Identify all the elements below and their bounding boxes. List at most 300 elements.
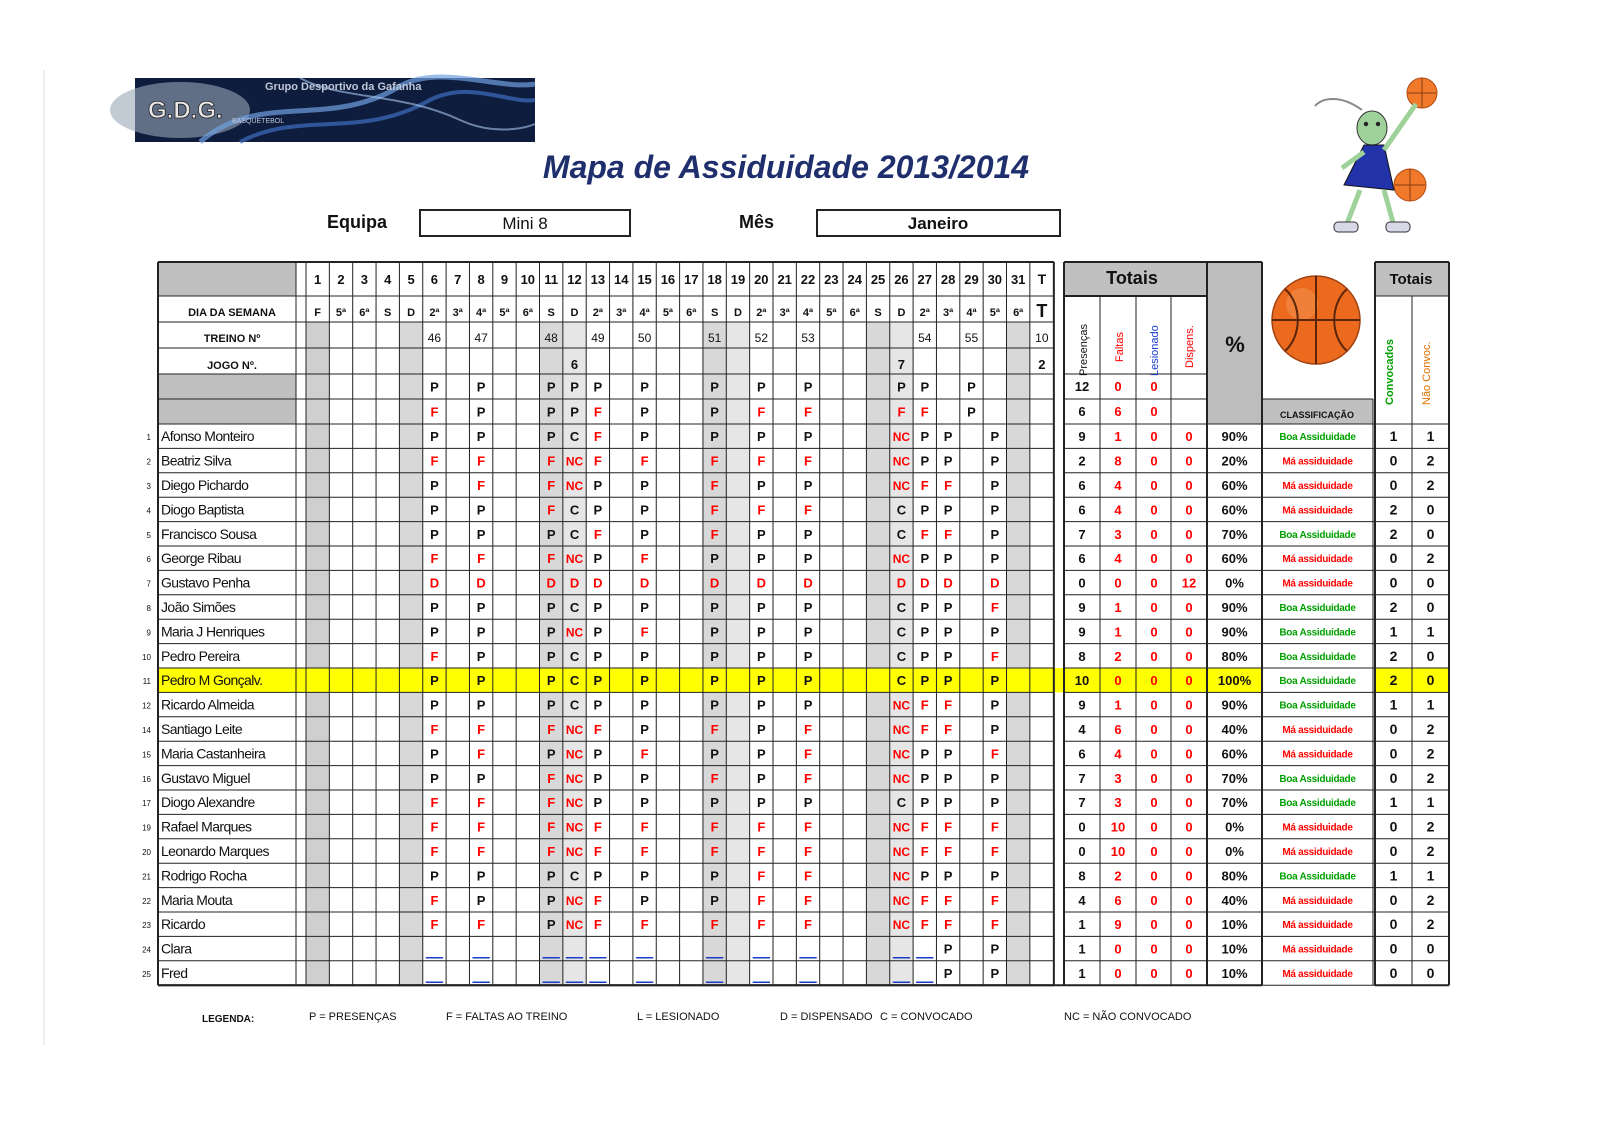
player-name: Gustavo Miguel (161, 769, 250, 786)
weekday-label: 4ª (802, 307, 814, 319)
mark-p: P (593, 551, 603, 567)
mark-c: C (569, 526, 580, 542)
mark-p: P (897, 379, 906, 395)
mark-p: P (803, 648, 813, 664)
lesionado-value: 0 (1150, 722, 1158, 737)
mark-p: P (990, 526, 1000, 542)
faltas-value: 8 (1114, 453, 1122, 469)
mark-p: P (546, 624, 556, 640)
day-number-14: 14 (613, 272, 629, 287)
mark-f: F (547, 770, 556, 786)
dispens-value: 0 (1185, 648, 1193, 664)
percent-value: 10% (1221, 917, 1248, 933)
percent-value: 60% (1221, 478, 1248, 493)
presencas-value: 6 (1078, 746, 1086, 762)
convocados-header: Convocados (1384, 338, 1396, 405)
nao-convoc-value: 2 (1426, 745, 1435, 762)
weekday-label: 5ª (826, 307, 837, 319)
day-number-11: 11 (544, 272, 559, 287)
classification-value: Má assiduidade (1282, 969, 1353, 980)
faltas-value: 3 (1114, 526, 1122, 542)
mark-p: P (640, 673, 649, 689)
mark-p: P (920, 502, 930, 518)
mark-p: P (546, 673, 556, 689)
mark-p: P (803, 429, 813, 445)
mark-f: F (593, 819, 602, 835)
mark-d: D (709, 575, 720, 591)
mark-c: C (569, 648, 580, 664)
mark-p: P (476, 404, 486, 420)
mark-f: F (804, 892, 813, 908)
mark-p: P (990, 941, 1000, 957)
player-name: Maria Mouta (161, 891, 233, 908)
player-number: 11 (142, 677, 151, 687)
percent-value: 70% (1221, 770, 1248, 786)
mark-f: F (920, 844, 929, 859)
mark-p: P (710, 746, 719, 762)
faltas-value: 1 (1114, 429, 1122, 445)
mark-f: F (804, 819, 813, 835)
classification-value: Má assiduidade (1282, 481, 1353, 492)
mark-p: P (990, 502, 1000, 518)
mark-nc: NC (565, 893, 584, 908)
mark-p: P (943, 673, 953, 689)
team-label: Equipa (327, 212, 388, 232)
mark-d: D (990, 575, 1000, 591)
classification-value: Má assiduidade (1282, 822, 1353, 834)
mark-f: F (920, 819, 929, 835)
mark-p: P (546, 404, 556, 420)
day-number-2: 2 (337, 272, 345, 287)
percent-value: 90% (1221, 429, 1248, 445)
nao-convoc-value: 2 (1426, 843, 1435, 859)
mark-p: P (476, 429, 486, 445)
game-header: JOGO Nº. (207, 360, 257, 372)
mark-p: P (990, 429, 1000, 445)
convocados-value: 0 (1389, 574, 1398, 591)
weekday-header: DIA DA SEMANA (188, 307, 276, 319)
mark-nc: NC (565, 747, 584, 762)
classification-value: Má assiduidade (1282, 456, 1353, 468)
player-name: Maria Castanheira (161, 745, 266, 762)
mark-p: P (593, 868, 603, 884)
training-total: 10 (1035, 331, 1049, 345)
weekday-label: 5ª (662, 307, 674, 319)
mark-p: P (640, 429, 649, 445)
training-number: 54 (918, 331, 932, 345)
player-name: Gustavo Penha (161, 574, 250, 591)
day-number-24: 24 (847, 272, 862, 287)
mark-p: P (756, 795, 766, 811)
mark-f: F (547, 478, 556, 493)
mark-p: P (756, 526, 766, 542)
faltas-value: 1 (1114, 600, 1122, 615)
mark-p: P (476, 770, 486, 786)
mark-f: F (757, 892, 766, 908)
assistant-total: 6 (1114, 404, 1122, 419)
convocados-value: 0 (1389, 721, 1398, 737)
mark-p: P (570, 379, 579, 395)
lesionado-value: 0 (1150, 966, 1158, 981)
mark-d: D (546, 575, 556, 591)
player-name: Beatriz Silva (161, 452, 232, 469)
mark-f: F (710, 453, 719, 469)
mark-p: P (756, 697, 766, 713)
legend-convocado: C = CONVOCADO (880, 1011, 973, 1023)
mark-d: D (920, 575, 930, 591)
presencas-value: 9 (1078, 697, 1086, 713)
mark-c: C (569, 673, 580, 689)
dispens-value: 0 (1185, 917, 1193, 933)
mark-p: P (943, 624, 953, 640)
mark-d: D (569, 575, 580, 591)
mark-f: F (757, 917, 766, 933)
day-number-31: 31 (1010, 272, 1026, 287)
mark-p: P (943, 941, 953, 957)
mark-p: P (803, 795, 813, 811)
classification-value: Boa Assiduidade (1279, 651, 1356, 663)
weekday-label: D (897, 307, 906, 319)
logo-subtitle: Grupo Desportivo da Gafanha (265, 81, 422, 93)
mark-p: P (710, 379, 719, 395)
training-number: 48 (544, 331, 558, 345)
mark-p: P (990, 966, 1000, 981)
classification-value: Má assiduidade (1282, 578, 1353, 590)
mark-f: F (757, 502, 766, 518)
faltas-value: 4 (1114, 478, 1122, 493)
mark-nc: NC (892, 771, 911, 786)
mark-p: P (710, 624, 719, 640)
mark-f: F (804, 868, 813, 884)
mark-c: C (569, 502, 580, 518)
mark-p: P (640, 600, 649, 615)
mark-c: C (569, 697, 580, 713)
presencas-value: 7 (1078, 795, 1086, 811)
mark-p: P (920, 746, 930, 762)
convocados-value: 1 (1389, 867, 1398, 884)
mark-f: F (593, 722, 602, 737)
dispens-value: 0 (1185, 600, 1193, 615)
percent-value: 60% (1221, 502, 1248, 518)
weekday-label: S (710, 307, 719, 319)
classification-value: Má assiduidade (1282, 944, 1353, 956)
faltas-value: 6 (1114, 722, 1122, 737)
mark-p: P (430, 502, 439, 518)
player-number: 25 (142, 970, 151, 979)
mark-p: P (710, 673, 719, 689)
mark-f: F (547, 844, 556, 859)
convocados-value: 1 (1389, 623, 1398, 640)
mark-p: P (640, 379, 649, 395)
player-number: 12 (142, 701, 151, 711)
player-name: Diogo Alexandre (161, 794, 255, 811)
presencas-value: 10 (1074, 673, 1090, 689)
dispens-value: 0 (1185, 746, 1193, 762)
mark-f: F (593, 892, 602, 908)
weekday-label: 3ª (616, 307, 627, 319)
mark-p: P (967, 379, 976, 395)
mark-p: P (920, 673, 930, 689)
mark-p: P (546, 746, 556, 762)
lesionado-value: 0 (1150, 868, 1158, 884)
mark-c: C (896, 648, 907, 664)
mark-nc: NC (892, 820, 911, 835)
classification-value: Má assiduidade (1282, 895, 1353, 907)
percent-value: 90% (1221, 600, 1248, 615)
mark-d: D (476, 575, 486, 591)
mark-f: F (640, 917, 649, 933)
presencas-value: 6 (1078, 502, 1086, 518)
mark-d: D (429, 575, 440, 591)
faltas-value: 0 (1114, 966, 1122, 981)
mark-p: P (756, 722, 766, 737)
mark-p: P (710, 429, 719, 445)
faltas-value: 10 (1110, 844, 1126, 859)
shaded-column (726, 322, 749, 985)
mark-nc: NC (892, 479, 911, 493)
classification-header: CLASSIFICAÇÃO (1280, 410, 1354, 420)
mark-nc: NC (565, 771, 584, 786)
nao-convoc-value: 2 (1426, 891, 1435, 908)
mark-d: D (639, 575, 650, 591)
dispens-value: 0 (1185, 478, 1193, 493)
mark-p: P (943, 429, 953, 445)
mark-p: P (967, 404, 976, 420)
mark-nc: NC (565, 820, 584, 835)
assistant-total: 0 (1150, 404, 1158, 419)
mark-p: P (990, 478, 1000, 493)
lesionado-value: 0 (1150, 770, 1158, 786)
mark-f: F (757, 819, 766, 835)
totals-header-2: Totais (1389, 271, 1433, 288)
player-number: 17 (142, 799, 151, 809)
shaded-column (306, 322, 329, 985)
mark-p: P (920, 453, 930, 469)
mark-f: F (944, 526, 953, 542)
player-number: 5 (146, 530, 151, 540)
player-number: 16 (142, 774, 151, 784)
mark-f: F (804, 844, 813, 859)
convocados-value: 1 (1389, 794, 1398, 811)
mark-nc: NC (892, 430, 911, 445)
mark-p: P (990, 868, 1000, 884)
player-name: Fred (161, 965, 188, 981)
mark-p: P (920, 429, 930, 445)
shaded-column (1007, 322, 1030, 985)
lesionado-value: 0 (1150, 746, 1158, 762)
header-cell-bg (158, 262, 296, 296)
day-number-25: 25 (870, 272, 886, 287)
mark-p: P (430, 600, 439, 615)
player-name: Ricardo Almeida (161, 696, 254, 713)
mark-f: F (804, 722, 813, 737)
game-total: 2 (1038, 357, 1046, 372)
team-value: Mini 8 (502, 214, 548, 233)
mark-p: P (920, 600, 930, 615)
classification-value: Má assiduidade (1282, 920, 1353, 932)
presencas-value: 2 (1078, 453, 1086, 469)
nao-convoc-value: 2 (1426, 916, 1435, 933)
percent-value: 80% (1221, 868, 1248, 884)
mark-nc: NC (565, 625, 584, 640)
mark-nc: NC (892, 869, 911, 884)
nao-convoc-value: 1 (1426, 696, 1435, 713)
presencas-value: 9 (1078, 624, 1086, 640)
mark-p: P (756, 624, 766, 640)
training-number: 52 (754, 331, 769, 345)
presencas-value: 1 (1078, 941, 1086, 957)
lesionado-value: 0 (1150, 429, 1158, 445)
mark-f: F (710, 770, 719, 786)
mark-p: P (593, 624, 603, 640)
nao-convoc-value: 2 (1426, 721, 1435, 737)
weekday-label: D (570, 307, 579, 319)
faltas-value: 2 (1114, 868, 1122, 884)
player-number: 8 (146, 604, 151, 613)
mark-p: P (476, 526, 486, 542)
mark-p: P (710, 795, 719, 811)
mark-p: P (943, 868, 953, 884)
mark-f: F (757, 404, 766, 420)
mark-f: F (920, 917, 929, 933)
mark-f: F (640, 624, 649, 640)
mark-f: F (640, 551, 649, 567)
mark-p: P (710, 600, 719, 615)
nao-convoc-value: 0 (1426, 501, 1435, 518)
player-name: Pedro M Gonçalv. (161, 672, 263, 689)
lesionado-value: 0 (1150, 844, 1158, 859)
mark-nc: NC (565, 454, 584, 469)
training-number: 49 (591, 331, 605, 345)
training-number: 53 (801, 331, 815, 345)
mark-c: C (896, 795, 907, 811)
mark-nc: NC (892, 552, 911, 567)
day-number-9: 9 (500, 272, 509, 287)
presencas-value: 0 (1078, 819, 1086, 835)
mark-nc: NC (892, 698, 911, 713)
day-number-8: 8 (477, 272, 485, 287)
mark-p: P (546, 600, 556, 615)
mark-p: P (430, 697, 439, 713)
coach-total: 0 (1150, 379, 1158, 394)
percent-value: 80% (1221, 648, 1248, 664)
percent-value: 70% (1221, 795, 1248, 811)
day-number-3: 3 (360, 272, 368, 287)
dispens-value: 0 (1185, 844, 1193, 859)
mark-f: F (430, 551, 439, 567)
mark-p: P (430, 526, 439, 542)
mark-p: P (546, 892, 556, 908)
mark-p: P (990, 770, 1000, 786)
totals-header: Totais (1106, 268, 1158, 288)
mark-f: F (477, 795, 486, 811)
classification-value: Má assiduidade (1282, 749, 1353, 761)
convocados-value: 2 (1389, 599, 1398, 615)
nao-convoc-value: 0 (1426, 647, 1435, 664)
mark-f: F (920, 404, 929, 420)
dispens-value: 0 (1185, 673, 1193, 689)
percent-value: 10% (1221, 941, 1248, 957)
mark-p: P (710, 868, 719, 884)
mark-p: P (756, 429, 766, 445)
mark-p: P (546, 648, 556, 664)
coach-total: 0 (1114, 379, 1122, 394)
faltas-value: 10 (1110, 819, 1126, 835)
mark-f: F (593, 404, 602, 420)
mark-f: F (547, 722, 556, 737)
total-col-label: T (1037, 271, 1047, 287)
player-number: 3 (146, 482, 151, 491)
player-number: 2 (146, 457, 151, 467)
mark-p: P (593, 502, 603, 518)
classification-value: Boa Assiduidade (1279, 627, 1356, 639)
lesionado-value: 0 (1150, 673, 1158, 689)
dispens-value: 0 (1185, 722, 1193, 737)
mark-f: F (430, 844, 439, 859)
faltas-value: 3 (1114, 795, 1122, 811)
mark-p: P (803, 478, 813, 493)
weekday-label: 2ª (592, 307, 603, 319)
mark-f: F (710, 844, 719, 859)
player-name: Clara (161, 940, 192, 957)
month-value: Janeiro (907, 214, 969, 233)
mark-c: C (569, 600, 580, 615)
day-number-23: 23 (824, 272, 839, 287)
weekday-label: S (384, 307, 392, 319)
player-name: Ricardo (161, 916, 206, 933)
classification-value: Boa Assiduidade (1279, 676, 1356, 688)
mark-f: F (920, 478, 929, 493)
mark-p: P (430, 379, 439, 395)
faltas-header: Faltas (1114, 332, 1126, 362)
legend-label: LEGENDA: (202, 1014, 255, 1025)
convocados-value: 1 (1389, 428, 1398, 445)
mark-nc: NC (892, 747, 911, 762)
mark-p: P (756, 746, 766, 762)
day-number-26: 26 (894, 272, 909, 287)
player-name: George Ribau (161, 550, 241, 567)
mark-f: F (640, 819, 649, 835)
mark-p: P (943, 746, 953, 762)
lesionado-value: 0 (1150, 697, 1158, 713)
mark-nc: NC (565, 552, 584, 567)
mark-p: P (756, 478, 766, 493)
percent-value: 100% (1217, 673, 1252, 689)
classification-value: Boa Assiduidade (1279, 773, 1356, 785)
weekday-label: 3ª (943, 307, 954, 319)
mark-p: P (593, 795, 603, 811)
mark-f: F (944, 478, 953, 493)
mark-nc: NC (892, 893, 911, 908)
training-number: 47 (474, 331, 488, 345)
mark-p: P (920, 868, 930, 884)
mark-f: F (990, 917, 999, 933)
mark-p: P (476, 624, 486, 640)
dispens-value: 0 (1185, 429, 1193, 445)
mark-f: F (944, 819, 953, 835)
mark-p: P (430, 429, 439, 445)
classification-value: Boa Assiduidade (1279, 432, 1356, 444)
convocados-value: 0 (1389, 745, 1398, 762)
mark-nc: NC (892, 723, 911, 737)
mark-p: P (640, 478, 649, 493)
presencas-value: 0 (1078, 575, 1086, 591)
mark-p: P (476, 697, 486, 713)
weekday-label: 6ª (849, 307, 860, 319)
mark-p: P (640, 722, 649, 737)
dispens-header: Dispens. (1184, 325, 1196, 368)
legend-lesionado: L = LESIONADO (637, 1011, 720, 1023)
